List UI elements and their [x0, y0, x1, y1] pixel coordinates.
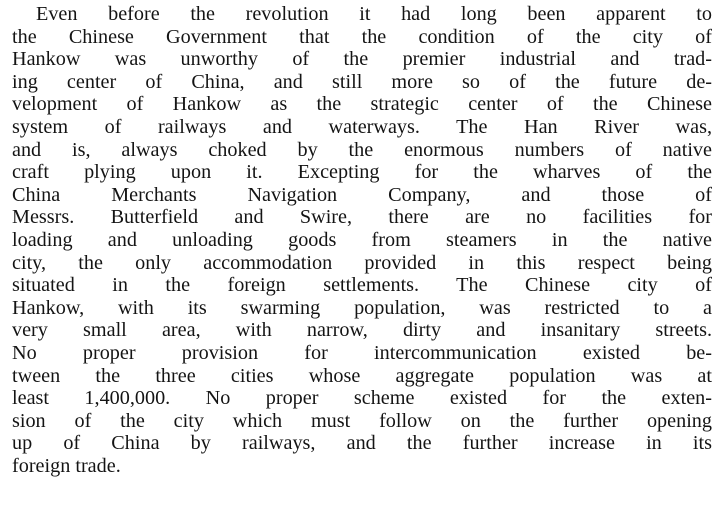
paragraph-line: No proper provision for intercommunication existed be-: [12, 341, 712, 364]
paragraph-line: situated in the foreign settlements. The Chinese city of: [12, 274, 712, 297]
document-page: [12, 3, 712, 477]
paragraph-line: and is, always choked by the enormous numbers of native: [12, 138, 712, 161]
paragraph-line: loading and unloading goods from steamers in the native: [12, 228, 712, 251]
paragraph-line: Hankow, with its swarming population, was restricted to a: [12, 296, 712, 319]
paragraph-line: velopment of Hankow as the strategic center of the Chinese: [12, 93, 712, 116]
paragraph-line: very small area, with narrow, dirty and insanitary streets.: [12, 319, 712, 342]
paragraph-line: city, the only accommodation provided in this respect being: [12, 251, 712, 274]
paragraph-line: up of China by railways, and the further increase in its: [12, 432, 712, 455]
paragraph-line: Hankow was unworthy of the premier industrial and trad-: [12, 48, 712, 71]
paragraph-line: ing center of China, and still more so of the future de-: [12, 70, 712, 93]
paragraph-line: tween the three cities whose aggregate population was at: [12, 364, 712, 387]
paragraph-line: China Merchants Navigation Company, and those of: [12, 183, 712, 206]
paragraph-line: Even before the revolution it had long been apparent to: [36, 3, 712, 25]
body-paragraph: [12, 3, 712, 477]
paragraph-line: sion of the city which must follow on the further opening: [12, 409, 712, 432]
paragraph-line: system of railways and waterways. The Han River was,: [12, 115, 712, 138]
paragraph-line: the Chinese Government that the condition of the city of: [12, 25, 712, 48]
paragraph-line: least 1,400,000. No proper scheme existed for the exten-: [12, 387, 712, 410]
paragraph-line: craft plying upon it. Excepting for the wharves of the: [12, 161, 712, 184]
paragraph-line: foreign trade.: [12, 454, 121, 477]
paragraph-line: Messrs. Butterfield and Swire, there are no facilities for: [12, 206, 712, 229]
